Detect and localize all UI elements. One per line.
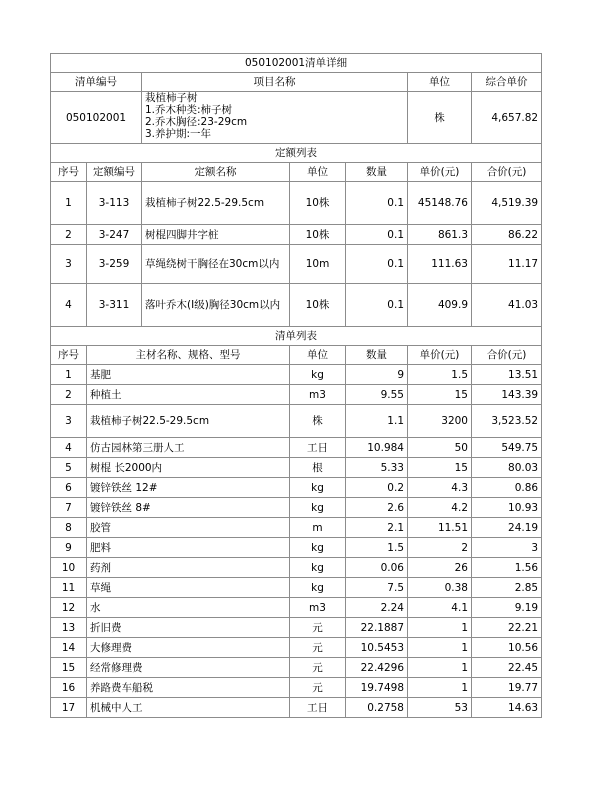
material-row — [51, 405, 542, 438]
material-price: 3200 — [408, 405, 472, 438]
material-qty: 0.2758 — [346, 698, 408, 718]
item-name — [142, 92, 408, 144]
header-code: 清单编号 — [51, 73, 142, 92]
material-qty: 2.1 — [346, 518, 408, 538]
item-header-row — [51, 73, 542, 92]
quota-header-unit: 单位 — [290, 163, 346, 182]
material-qty: 19.7498 — [346, 678, 408, 698]
item-code: 050102001 — [51, 92, 142, 144]
material-no: 5 — [51, 458, 87, 478]
material-total: 2.85 — [472, 578, 542, 598]
material-row — [51, 678, 542, 698]
material-price: 1 — [408, 678, 472, 698]
material-qty: 0.2 — [346, 478, 408, 498]
material-qty: 1.5 — [346, 538, 408, 558]
material-unit: 元 — [290, 658, 346, 678]
material-qty: 9 — [346, 365, 408, 385]
material-unit: m3 — [290, 385, 346, 405]
material-name: 仿古园林第三册人工 — [87, 438, 290, 458]
quota-row — [51, 245, 542, 284]
quota-header-row — [51, 163, 542, 182]
material-no: 4 — [51, 438, 87, 458]
quota-price: 409.9 — [408, 284, 472, 327]
quota-name: 栽植柿子树22.5-29.5cm — [142, 182, 290, 225]
quota-qty: 0.1 — [346, 225, 408, 245]
material-qty: 22.4296 — [346, 658, 408, 678]
material-row — [51, 618, 542, 638]
quota-header-qty: 数量 — [346, 163, 408, 182]
material-unit: kg — [290, 558, 346, 578]
quota-total: 4,519.39 — [472, 182, 542, 225]
material-total: 24.19 — [472, 518, 542, 538]
material-unit: m3 — [290, 598, 346, 618]
material-total: 1.56 — [472, 558, 542, 578]
material-no: 16 — [51, 678, 87, 698]
material-row — [51, 698, 542, 718]
material-qty: 5.33 — [346, 458, 408, 478]
material-no: 13 — [51, 618, 87, 638]
quota-name: 草绳绕树干胸径在30cm以内 — [142, 245, 290, 284]
item-price: 4,657.82 — [472, 92, 542, 144]
materials-section-row — [51, 327, 542, 346]
header-unit: 单位 — [408, 73, 472, 92]
material-price: 50 — [408, 438, 472, 458]
material-qty: 10.984 — [346, 438, 408, 458]
material-unit: m — [290, 518, 346, 538]
quota-section-row — [51, 144, 542, 163]
materials-header-total: 合价(元) — [472, 346, 542, 365]
material-name: 大修理费 — [87, 638, 290, 658]
quota-no: 3 — [51, 245, 87, 284]
material-total: 9.19 — [472, 598, 542, 618]
quota-header-code: 定额编号 — [87, 163, 142, 182]
material-total: 80.03 — [472, 458, 542, 478]
material-no: 2 — [51, 385, 87, 405]
material-row — [51, 385, 542, 405]
material-price: 1 — [408, 638, 472, 658]
material-qty: 1.1 — [346, 405, 408, 438]
title-row — [51, 54, 542, 73]
quota-no: 2 — [51, 225, 87, 245]
material-qty: 2.6 — [346, 498, 408, 518]
material-unit: 株 — [290, 405, 346, 438]
material-row — [51, 498, 542, 518]
quota-row — [51, 182, 542, 225]
material-total: 10.56 — [472, 638, 542, 658]
material-no: 1 — [51, 365, 87, 385]
material-no: 7 — [51, 498, 87, 518]
quota-qty: 0.1 — [346, 284, 408, 327]
quota-row — [51, 284, 542, 327]
material-row — [51, 458, 542, 478]
material-unit: 元 — [290, 638, 346, 658]
quota-header-price: 单价(元) — [408, 163, 472, 182]
material-price: 1.5 — [408, 365, 472, 385]
material-total: 143.39 — [472, 385, 542, 405]
material-name: 镀锌铁丝 8# — [87, 498, 290, 518]
quota-qty: 0.1 — [346, 245, 408, 284]
quota-code: 3-259 — [87, 245, 142, 284]
material-price: 53 — [408, 698, 472, 718]
quota-header-total: 合价(元) — [472, 163, 542, 182]
material-qty: 7.5 — [346, 578, 408, 598]
material-name: 基肥 — [87, 365, 290, 385]
quota-no: 1 — [51, 182, 87, 225]
item-name-line: 3.养护期:一年 — [145, 128, 212, 140]
material-row — [51, 538, 542, 558]
material-price: 1 — [408, 618, 472, 638]
material-unit: 工日 — [290, 438, 346, 458]
material-no: 11 — [51, 578, 87, 598]
item-row — [51, 92, 542, 144]
material-no: 10 — [51, 558, 87, 578]
material-row — [51, 578, 542, 598]
bill-detail-table — [50, 53, 542, 718]
quota-no: 4 — [51, 284, 87, 327]
material-name: 肥料 — [87, 538, 290, 558]
materials-section-title: 清单列表 — [51, 327, 542, 346]
quota-price: 45148.76 — [408, 182, 472, 225]
material-no: 9 — [51, 538, 87, 558]
material-price: 4.3 — [408, 478, 472, 498]
material-total: 22.45 — [472, 658, 542, 678]
quota-code: 3-113 — [87, 182, 142, 225]
material-row — [51, 658, 542, 678]
material-unit: kg — [290, 365, 346, 385]
item-name-line: 栽植柿子树 — [145, 92, 198, 104]
material-name: 经常修理费 — [87, 658, 290, 678]
material-no: 12 — [51, 598, 87, 618]
material-price: 15 — [408, 385, 472, 405]
material-total: 14.63 — [472, 698, 542, 718]
material-total: 13.51 — [472, 365, 542, 385]
material-total: 19.77 — [472, 678, 542, 698]
material-name: 镀锌铁丝 12# — [87, 478, 290, 498]
quota-unit: 10m — [290, 245, 346, 284]
material-total: 10.93 — [472, 498, 542, 518]
material-row — [51, 598, 542, 618]
quota-qty: 0.1 — [346, 182, 408, 225]
quota-total: 41.03 — [472, 284, 542, 327]
quota-section-title: 定额列表 — [51, 144, 542, 163]
material-name: 胶管 — [87, 518, 290, 538]
quota-code: 3-311 — [87, 284, 142, 327]
quota-row — [51, 225, 542, 245]
material-unit: kg — [290, 578, 346, 598]
material-unit: kg — [290, 498, 346, 518]
materials-header-row — [51, 346, 542, 365]
materials-header-price: 单价(元) — [408, 346, 472, 365]
material-unit: 工日 — [290, 698, 346, 718]
material-total: 0.86 — [472, 478, 542, 498]
materials-header-name: 主材名称、规格、型号 — [87, 346, 290, 365]
material-unit: kg — [290, 538, 346, 558]
quota-code: 3-247 — [87, 225, 142, 245]
sheet-title: 050102001清单详细 — [51, 54, 542, 73]
material-name: 草绳 — [87, 578, 290, 598]
material-row — [51, 365, 542, 385]
material-price: 2 — [408, 538, 472, 558]
material-unit: kg — [290, 478, 346, 498]
quota-total: 11.17 — [472, 245, 542, 284]
material-no: 14 — [51, 638, 87, 658]
material-name: 水 — [87, 598, 290, 618]
material-total: 549.75 — [472, 438, 542, 458]
quota-name: 树棍四脚井字桩 — [142, 225, 290, 245]
material-row — [51, 518, 542, 538]
quota-price: 861.3 — [408, 225, 472, 245]
quota-name: 落叶乔木(I级)胸径30cm以内 — [142, 284, 290, 327]
quota-header-no: 序号 — [51, 163, 87, 182]
quota-header-name: 定额名称 — [142, 163, 290, 182]
material-qty: 10.5453 — [346, 638, 408, 658]
item-name-line: 1.乔木种类:柿子树 — [145, 104, 233, 116]
item-unit: 株 — [408, 92, 472, 144]
material-name: 栽植柿子树22.5-29.5cm — [87, 405, 290, 438]
material-total: 3,523.52 — [472, 405, 542, 438]
material-qty: 2.24 — [346, 598, 408, 618]
material-unit: 元 — [290, 678, 346, 698]
material-name: 养路费车船税 — [87, 678, 290, 698]
material-unit: 元 — [290, 618, 346, 638]
material-name: 折旧费 — [87, 618, 290, 638]
item-name-line: 2.乔木胸径:23-29cm — [145, 116, 248, 128]
material-row — [51, 438, 542, 458]
material-qty: 22.1887 — [346, 618, 408, 638]
quota-total: 86.22 — [472, 225, 542, 245]
material-name: 种植土 — [87, 385, 290, 405]
header-price: 综合单价 — [472, 73, 542, 92]
material-price: 4.2 — [408, 498, 472, 518]
material-qty: 0.06 — [346, 558, 408, 578]
quota-unit: 10株 — [290, 182, 346, 225]
material-qty: 9.55 — [346, 385, 408, 405]
material-price: 1 — [408, 658, 472, 678]
materials-header-unit: 单位 — [290, 346, 346, 365]
material-no: 6 — [51, 478, 87, 498]
material-price: 15 — [408, 458, 472, 478]
materials-header-no: 序号 — [51, 346, 87, 365]
material-total: 22.21 — [472, 618, 542, 638]
material-price: 11.51 — [408, 518, 472, 538]
header-name: 项目名称 — [142, 73, 408, 92]
material-name: 药剂 — [87, 558, 290, 578]
material-row — [51, 478, 542, 498]
material-no: 3 — [51, 405, 87, 438]
quota-unit: 10株 — [290, 284, 346, 327]
material-name: 树棍 长2000内 — [87, 458, 290, 478]
material-price: 26 — [408, 558, 472, 578]
material-price: 4.1 — [408, 598, 472, 618]
material-no: 8 — [51, 518, 87, 538]
material-row — [51, 638, 542, 658]
materials-header-qty: 数量 — [346, 346, 408, 365]
material-unit: 根 — [290, 458, 346, 478]
material-total: 3 — [472, 538, 542, 558]
quota-price: 111.63 — [408, 245, 472, 284]
material-row — [51, 558, 542, 578]
material-no: 15 — [51, 658, 87, 678]
material-no: 17 — [51, 698, 87, 718]
quota-unit: 10株 — [290, 225, 346, 245]
material-name: 机械中人工 — [87, 698, 290, 718]
material-price: 0.38 — [408, 578, 472, 598]
